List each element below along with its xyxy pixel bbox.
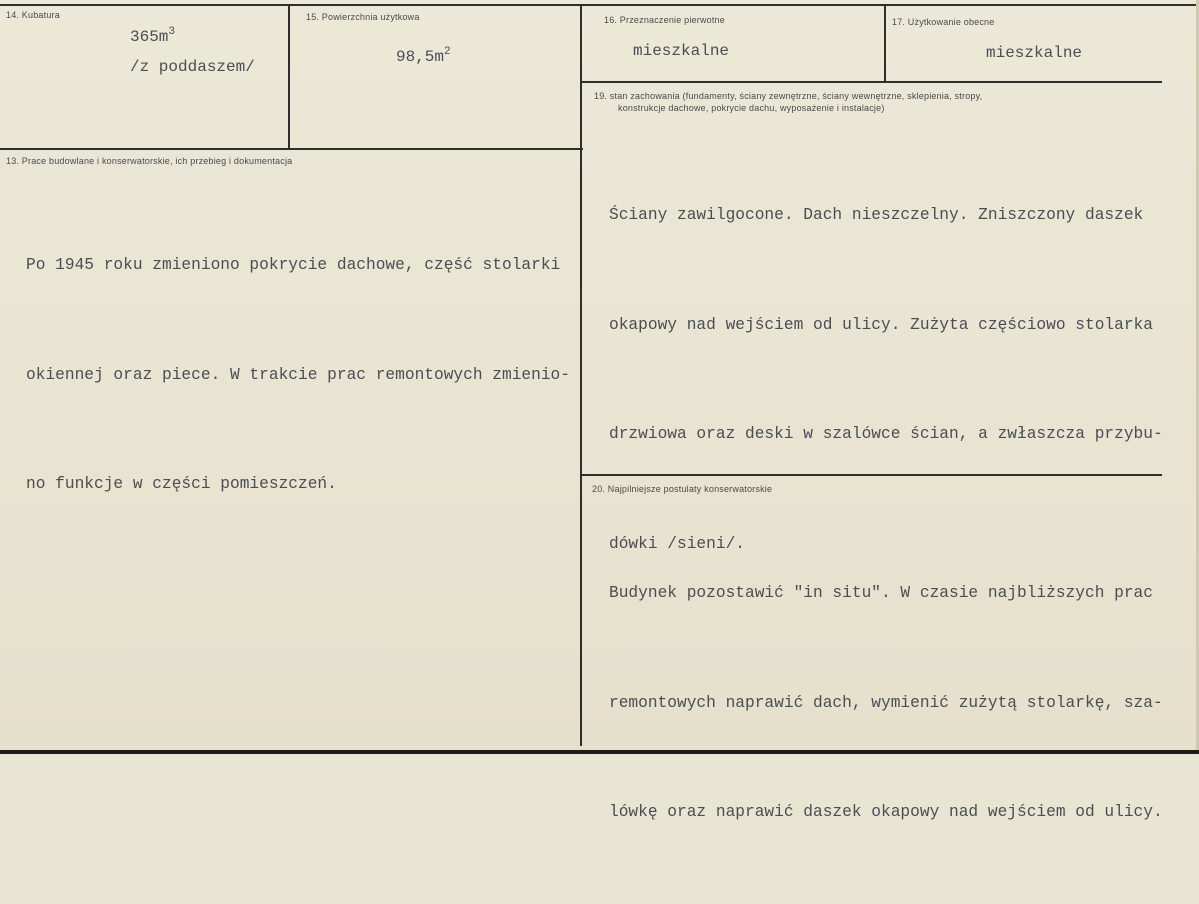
field-19-line: okapowy nad wejściem od ulicy. Zużyta częściowo stolarka: [609, 315, 1153, 334]
field-16-label: 16. Przeznaczenie pierwotne: [604, 15, 725, 25]
field-20-line: lówkę oraz naprawić daszek okapowy nad wejściem od ulicy.: [609, 803, 1163, 821]
field-19-line: Ściany zawilgocone. Dach nieszczelny. Zniszczony daszek: [609, 206, 1144, 224]
divider-16-17: [884, 6, 886, 82]
field-13-line: Po 1945 roku zmieniono pokrycie dachowe, część stolarki: [26, 256, 561, 274]
field-15-value-sup: 2: [444, 46, 451, 58]
divider-14-15: [288, 6, 290, 150]
field-19-label-line: konstrukcje dachowe, pokrycie dachu, wyposażenie i instalacje): [618, 103, 885, 113]
field-20-label: 20. Najpilniejsze postulaty konserwatorskie: [592, 484, 773, 494]
divider-main-vertical: [580, 6, 582, 746]
field-15-value-main: 98,5m: [396, 48, 445, 66]
field-14-value-main: 365m: [130, 28, 169, 46]
field-14-value: [130, 28, 175, 46]
field-13-text: [26, 174, 570, 576]
field-17-value: mieszkalne: [986, 44, 1083, 62]
field-13-line: no funkcje w części pomieszczeń.: [26, 475, 337, 493]
field-20-line: Budynek pozostawić "in situ". W czasie najbliższych prac: [609, 584, 1153, 602]
field-15-value: [396, 48, 451, 66]
rule-under-16-17: [582, 81, 1162, 83]
field-14-value-sup: 3: [168, 26, 176, 38]
field-19-label-line: 19. stan zachowania (fundamenty, ściany zewnętrzne, ściany wewnętrzne, sklepienia, stropy,: [594, 91, 983, 101]
field-19-label: [594, 90, 982, 114]
field-16-value: mieszkalne: [633, 42, 730, 60]
field-15-label: 15. Powierzchnia użytkowa: [306, 12, 420, 22]
field-14-label: 14. Kubatura: [6, 10, 60, 20]
field-17-label: 17. Użytkowanie obecne: [892, 17, 995, 27]
field-20-text: [609, 502, 1163, 904]
top-rule: [0, 4, 1199, 6]
field-20-line: remontowych naprawić dach, wymienić zużytą stolarkę, sza-: [609, 693, 1163, 712]
field-19-line: drzwiowa oraz deski w szalówce ścian, a zwłaszcza przybu-: [609, 425, 1163, 443]
field-13-label: 13. Prace budowlane i konserwatorskie, ich przebieg i dokumentacja: [6, 156, 293, 166]
field-13-line: okiennej oraz piece. W trakcie prac remontowych zmienio-: [26, 365, 570, 384]
paper-edge-bottom: [0, 750, 1199, 754]
field-14-note: /z poddaszem/: [130, 58, 255, 76]
rule-under-14-15: [0, 148, 583, 150]
field-19-line: dówki /sieni/.: [609, 534, 745, 553]
